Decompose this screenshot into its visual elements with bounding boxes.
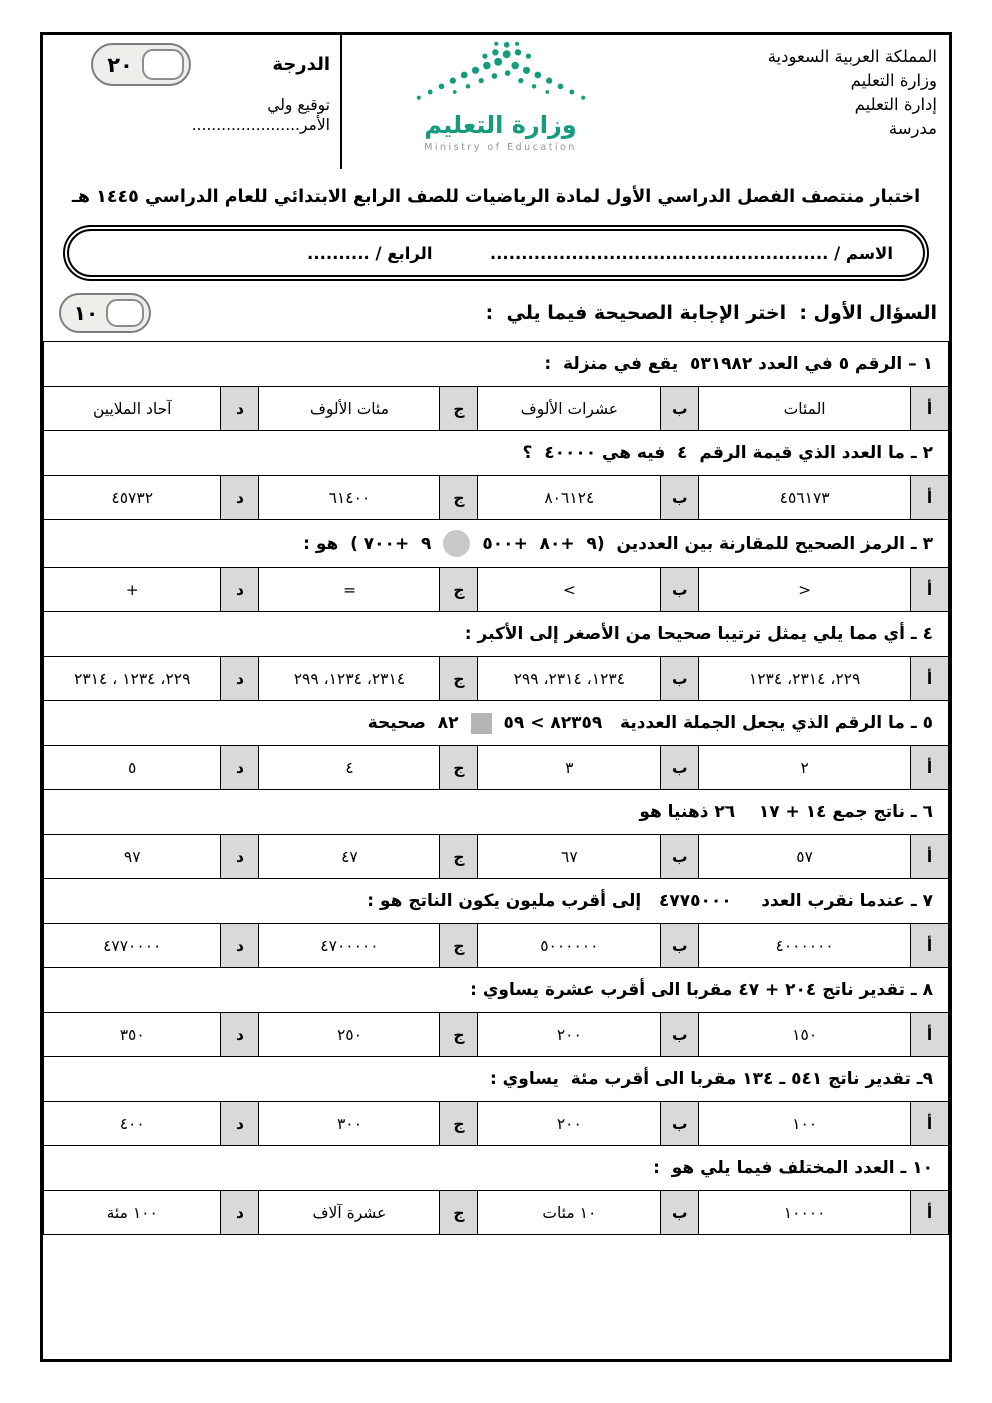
question-text-part: ٩ـ تقدير ناتج ٥٤١ ـ ١٣٤ مقربا الى أقرب مئة يساوي : bbox=[489, 1069, 933, 1089]
option-letter: د bbox=[221, 568, 259, 612]
option-answer: ٤٧٠٠٠٠٠ bbox=[259, 924, 440, 968]
grade-max-score: ٢٠ bbox=[107, 52, 133, 77]
question-row bbox=[44, 1146, 949, 1191]
option-answer: ١٠٠٠٠ bbox=[699, 1191, 911, 1235]
option-answer: ١٢٣٤، ٢٣١٤، ٢٩٩ bbox=[478, 657, 661, 701]
section-score-capsule bbox=[59, 293, 151, 333]
question-row bbox=[44, 968, 949, 1013]
option-answer: ١٠٠ مئة bbox=[44, 1191, 221, 1235]
option-letter: أ bbox=[911, 746, 949, 790]
option-answer: ٢٠٠ bbox=[478, 1013, 661, 1057]
option-answer: ١٠ مئات bbox=[478, 1191, 661, 1235]
guardian-signature-label: توقيع ولي bbox=[267, 96, 330, 114]
ministry-info-line-administration: إدارة التعليم bbox=[854, 94, 937, 114]
question-text-part: ٦ ـ ناتج جمع ١٤ + ١٧ ٢٦ ذهنيا هو bbox=[639, 802, 933, 822]
option-answer: ٥ bbox=[44, 746, 221, 790]
answer-row bbox=[44, 476, 949, 520]
question-text-part: ٢ ـ ما العدد الذي قيمة الرقم ٤ فيه هي ٤٠٠٠٠ ؟ bbox=[522, 443, 933, 463]
ministry-info-line-ministry: وزارة التعليم bbox=[850, 70, 937, 90]
option-letter: ب bbox=[661, 746, 699, 790]
option-letter: ج bbox=[440, 746, 478, 790]
option-answer: ١٥٠ bbox=[699, 1013, 911, 1057]
option-answer: ٢٢٩، ١٢٣٤ ، ٢٣١٤ bbox=[44, 657, 221, 701]
option-letter: د bbox=[221, 476, 259, 520]
ministry-info-line-country: المملكة العربية السعودية bbox=[767, 47, 937, 66]
question-text-part: ٥ ـ ما الرقم الذي يجعل الجملة العددية ٨٢٣٥٩ > ٥٩ bbox=[503, 713, 933, 733]
section-title: السؤال الأول : اختر الإجابة الصحيحة فيما يلي : bbox=[485, 302, 937, 324]
answer-row bbox=[44, 387, 949, 431]
question-text bbox=[44, 701, 949, 746]
option-answer: آحاد الملايين bbox=[44, 387, 221, 431]
ministry-info bbox=[659, 35, 949, 169]
option-letter: د bbox=[221, 746, 259, 790]
grade-label: الدرجة bbox=[272, 54, 330, 75]
option-answer: ٣٥٠ bbox=[44, 1013, 221, 1057]
question-row bbox=[44, 342, 949, 387]
option-letter: أ bbox=[911, 476, 949, 520]
answer-row bbox=[44, 1013, 949, 1057]
question-text bbox=[44, 431, 949, 476]
option-letter: د bbox=[221, 1191, 259, 1235]
class-field: الرابع / .......... bbox=[307, 243, 433, 263]
option-answer: < bbox=[478, 568, 661, 612]
question-text-part: ١٠ ـ العدد المختلف فيما يلي هو : bbox=[653, 1158, 933, 1178]
option-answer: ٤٥٦١٧٣ bbox=[699, 476, 911, 520]
option-letter: أ bbox=[911, 924, 949, 968]
option-letter: ج bbox=[440, 476, 478, 520]
exam-page bbox=[40, 32, 952, 1362]
student-name-field: الاسم / ...................................................... bbox=[489, 243, 893, 263]
option-letter: أ bbox=[911, 568, 949, 612]
answer-row bbox=[44, 746, 949, 790]
option-letter: ب bbox=[661, 657, 699, 701]
ministry-info-line-school: مدرسة bbox=[888, 118, 937, 138]
option-answer: + bbox=[44, 568, 221, 612]
answer-row bbox=[44, 568, 949, 612]
question-text-part: ٨٢ صحيحة bbox=[367, 713, 459, 733]
question-row bbox=[44, 1057, 949, 1102]
question-row bbox=[44, 701, 949, 746]
option-answer: ٥٠٠٠٠٠٠ bbox=[478, 924, 661, 968]
answer-row bbox=[44, 1102, 949, 1146]
option-letter: ج bbox=[440, 1102, 478, 1146]
section-score-blank-box bbox=[106, 299, 144, 327]
question-row bbox=[44, 520, 949, 568]
option-letter: ب bbox=[661, 568, 699, 612]
question-text bbox=[44, 520, 949, 568]
question-text bbox=[44, 1057, 949, 1102]
option-answer: ٢٥٠ bbox=[259, 1013, 440, 1057]
option-answer: مئات الألوف bbox=[259, 387, 440, 431]
questions-table bbox=[43, 341, 949, 1235]
option-answer: عشرة آلاف bbox=[259, 1191, 440, 1235]
option-letter: ج bbox=[440, 568, 478, 612]
option-answer: ٤٠٠ bbox=[44, 1102, 221, 1146]
option-letter: ب bbox=[661, 924, 699, 968]
option-letter: د bbox=[221, 387, 259, 431]
moe-logo-subtitle: Ministry of Education bbox=[424, 142, 577, 153]
option-answer: ٨٠٦١٢٤ bbox=[478, 476, 661, 520]
option-letter: أ bbox=[911, 1191, 949, 1235]
option-answer: ٤٥٧٣٢ bbox=[44, 476, 221, 520]
grade-score-capsule bbox=[91, 43, 191, 86]
option-answer: ٦٧ bbox=[478, 835, 661, 879]
option-letter: ب bbox=[661, 387, 699, 431]
grade-row bbox=[57, 43, 330, 86]
guardian-signature-dots: الأمر...................... bbox=[191, 116, 330, 134]
question-text bbox=[44, 879, 949, 924]
option-letter: ج bbox=[440, 924, 478, 968]
option-letter: ب bbox=[661, 1013, 699, 1057]
option-answer: ٤ bbox=[259, 746, 440, 790]
option-letter: د bbox=[221, 1013, 259, 1057]
missing-digit-square-placeholder-icon bbox=[471, 713, 492, 734]
option-answer: ٣ bbox=[478, 746, 661, 790]
option-answer: عشرات الألوف bbox=[478, 387, 661, 431]
moe-logo-dots-icon bbox=[396, 41, 606, 109]
option-answer: > bbox=[699, 568, 911, 612]
option-letter: ب bbox=[661, 1191, 699, 1235]
section-score: ١٠ bbox=[73, 301, 99, 325]
grade-blank-box bbox=[142, 49, 184, 80]
question-row bbox=[44, 612, 949, 657]
question-text-part: ٩ +٧٠٠ ) هو : bbox=[303, 533, 432, 554]
option-letter: أ bbox=[911, 835, 949, 879]
option-answer: ٢٣١٤، ١٢٣٤، ٢٩٩ bbox=[259, 657, 440, 701]
question-text-part: ٨ ـ تقدير ناتج ٢٠٤ + ٤٧ مقربا الى أقرب عشرة يساوي : bbox=[470, 980, 933, 1000]
comparison-circle-placeholder-icon bbox=[443, 530, 470, 557]
option-letter: د bbox=[221, 657, 259, 701]
option-answer: ١٠٠ bbox=[699, 1102, 911, 1146]
question-text bbox=[44, 1146, 949, 1191]
question-row bbox=[44, 879, 949, 924]
option-answer: ٤٧٧٠٠٠٠ bbox=[44, 924, 221, 968]
option-answer: ٩٧ bbox=[44, 835, 221, 879]
option-letter: ب bbox=[661, 1102, 699, 1146]
question-row bbox=[44, 431, 949, 476]
option-letter: د bbox=[221, 1102, 259, 1146]
question-text bbox=[44, 968, 949, 1013]
question-text bbox=[44, 790, 949, 835]
option-letter: ج bbox=[440, 1191, 478, 1235]
option-letter: أ bbox=[911, 1013, 949, 1057]
questions-table-body bbox=[44, 342, 949, 1235]
option-letter: أ bbox=[911, 657, 949, 701]
question-row bbox=[44, 790, 949, 835]
option-letter: ج bbox=[440, 657, 478, 701]
answer-row bbox=[44, 924, 949, 968]
option-letter: د bbox=[221, 924, 259, 968]
question-text-part: ١ – الرقم ٥ في العدد ٥٣١٩٨٢ يقع في منزلة : bbox=[544, 354, 933, 374]
option-letter: ب bbox=[661, 476, 699, 520]
moe-logo-wordmark: وزارة التعليم bbox=[424, 111, 577, 139]
option-answer: = bbox=[259, 568, 440, 612]
page-header bbox=[43, 35, 949, 169]
option-answer: ٣٠٠ bbox=[259, 1102, 440, 1146]
option-letter: ج bbox=[440, 835, 478, 879]
option-answer: المئات bbox=[699, 387, 911, 431]
student-name-box bbox=[63, 225, 929, 281]
answer-row bbox=[44, 1191, 949, 1235]
option-letter: ج bbox=[440, 1013, 478, 1057]
question-text bbox=[44, 612, 949, 657]
option-answer: ٢٢٩، ٢٣١٤، ١٢٣٤ bbox=[699, 657, 911, 701]
option-letter: أ bbox=[911, 1102, 949, 1146]
option-answer: ٢ bbox=[699, 746, 911, 790]
section-header bbox=[59, 293, 937, 333]
question-text-part: ٤ ـ أي مما يلي يمثل ترتيبا صحيحا من الأصغر إلى الأكبر : bbox=[464, 624, 933, 644]
option-letter: ب bbox=[661, 835, 699, 879]
option-answer: ٦١٤٠٠ bbox=[259, 476, 440, 520]
option-answer: ٤٠٠٠٠٠٠ bbox=[699, 924, 911, 968]
question-text bbox=[44, 342, 949, 387]
question-text-part: ٧ ـ عندما نقرب العدد ٤٧٧٥٠٠٠ إلى أقرب مليون يكون الناتج هو : bbox=[367, 891, 933, 911]
option-letter: د bbox=[221, 835, 259, 879]
grade-block bbox=[43, 35, 342, 169]
question-text-part: ٣ ـ الرمز الصحيح للمقارنة بين العددين (٩ +٨٠ +٥٠٠ bbox=[482, 533, 933, 554]
answer-row bbox=[44, 835, 949, 879]
option-answer: ٥٧ bbox=[699, 835, 911, 879]
option-answer: ٢٠٠ bbox=[478, 1102, 661, 1146]
moe-logo bbox=[342, 35, 659, 169]
option-letter: ج bbox=[440, 387, 478, 431]
option-letter: أ bbox=[911, 387, 949, 431]
exam-title: اختبار منتصف الفصل الدراسي الأول لمادة الرياضيات للصف الرابع الابتدائي للعام الدراسي ١٤٤٥ هـ bbox=[71, 187, 921, 207]
option-answer: ٤٧ bbox=[259, 835, 440, 879]
answer-row bbox=[44, 657, 949, 701]
